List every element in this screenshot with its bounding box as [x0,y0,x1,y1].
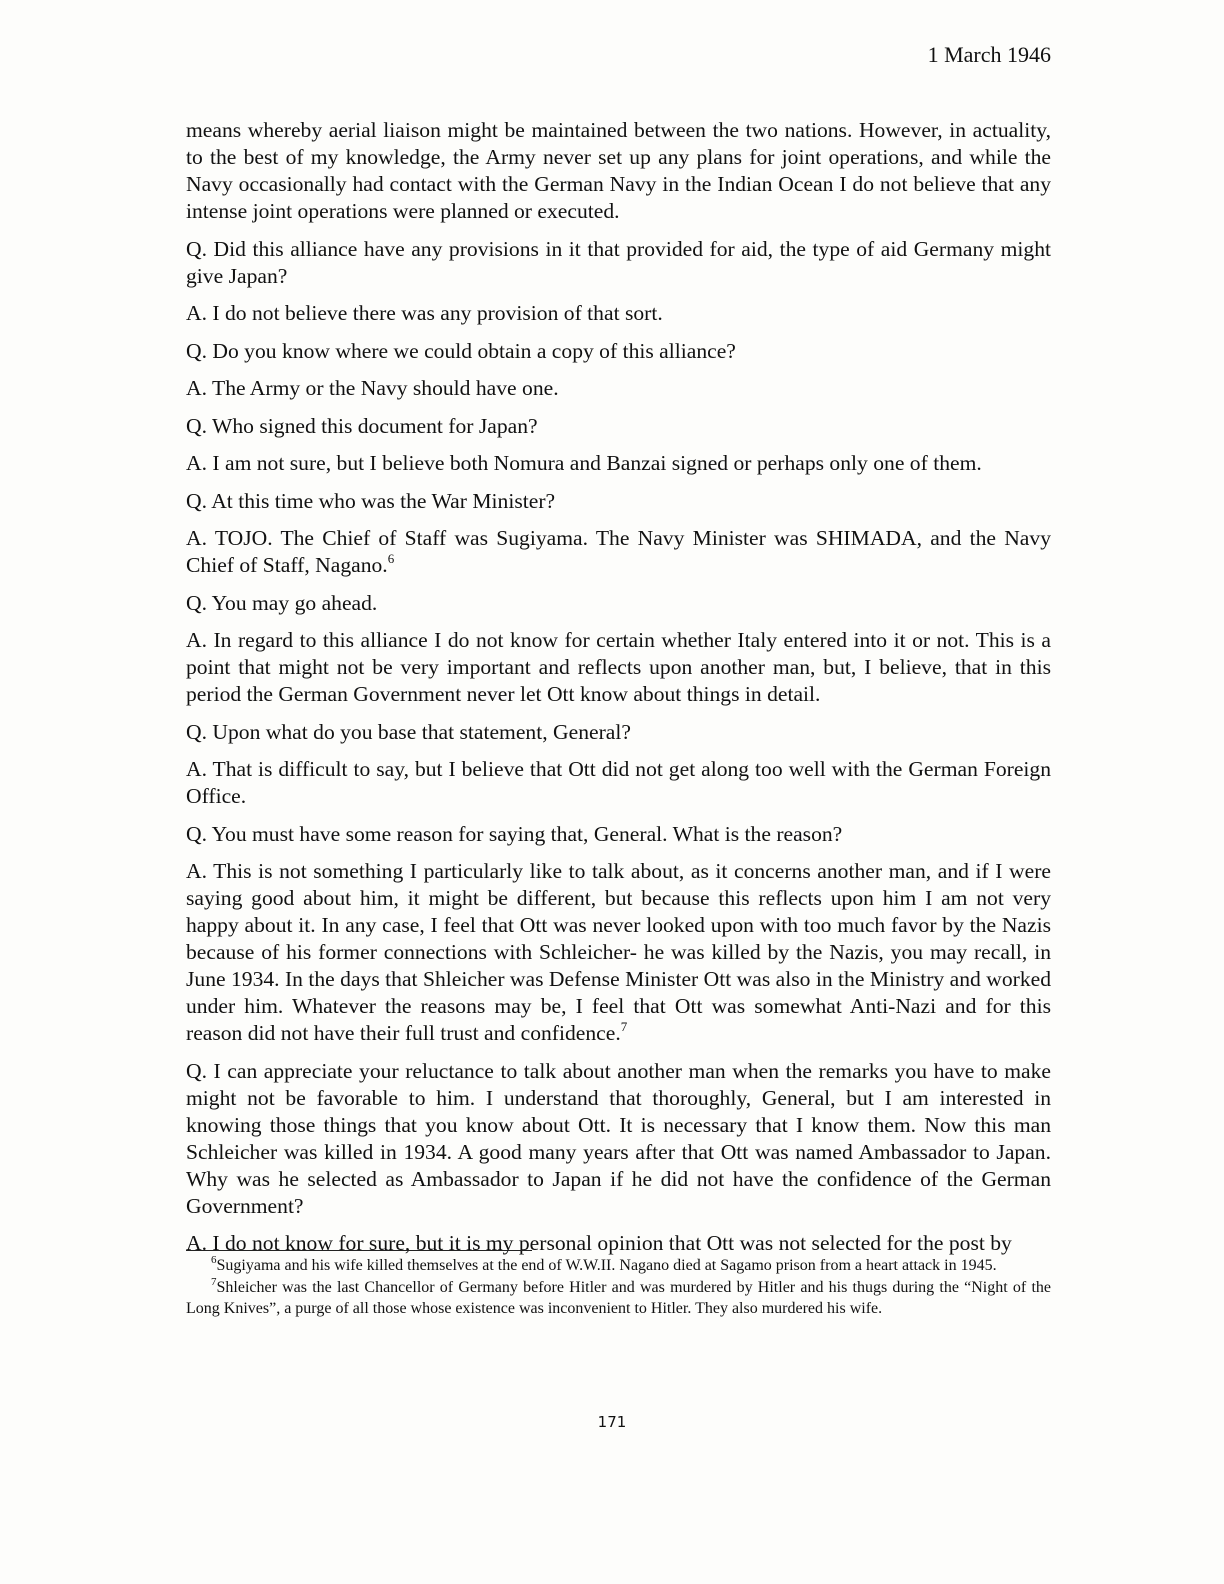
footnotes [186,1255,1051,1320]
answer-paragraph: A. In regard to this alliance I do not know for certain whether Italy entered into it or not. This is a point that might not be very important and reflects upon another man, but, I believe, that in this period the German Government never let Ott know about things in detail. [186,628,1051,706]
page-header-date: 1 March 1946 [927,42,1051,67]
question-paragraph: Q. You must have some reason for saying that, General. What is the reason? [186,821,843,846]
footnote-text: Sugiyama and his wife killed themselves at the end of W.W.II. Nagano died at Sagamo prison from a heart attack in 1945. [216,1257,997,1274]
paragraph: means whereby aerial liaison might be maintained between the two nations. However, in actuality, to the best of my knowledge, the Army never set up any plans for joint operations, and while the Navy occasionally had contact with the German Navy in the Indian Ocean I do not believe that any intense joint operations were planned or executed. [186,118,1051,223]
footnote-marker: 7 [211,1275,217,1288]
question-paragraph: Q. At this time who was the War Minister? [186,488,556,513]
footnote-7 [186,1277,1051,1320]
footnote-ref-7[interactable]: 7 [620,1019,628,1034]
interrogation-transcript [186,117,1051,1268]
paragraph-text: A. TOJO. The Chief of Staff was Sugiyama. The Navy Minister was SHIMADA, and the Navy Chief of Staff, Nagano. [186,526,1051,577]
answer-paragraph [186,525,1051,579]
question-paragraph: Q. You may go ahead. [186,590,378,615]
answer-paragraph: A. That is difficult to say, but I believe that Ott did not get along too well with the German Foreign Office. [186,757,1051,808]
footnote-marker: 6 [211,1254,217,1266]
question-paragraph: Q. Upon what do you base that statement, General? [186,719,631,744]
paragraph-text: A. This is not something I particularly like to talk about, as it concerns another man, and if I were saying good about him, it might be different, but because this reflects upon him I am not very happy about it. In any case, I feel that Ott was never looked upon with too much favor by the Nazis because of his former connections with Schleicher- he was killed by the Nazis, you may recall, in June 1934. In the days that Shleicher was Defense Minister Ott was also in the Ministry and worked under him. Whatever the reasons may be, I feel that Ott was somewhat Anti-Nazi and for this reason did not have their full trust and confidence. [186,859,1051,1045]
question-paragraph: Q. Do you know where we could obtain a copy of this alliance? [186,338,736,363]
question-paragraph: Q. Who signed this document for Japan? [186,413,538,438]
footnote-ref-6[interactable]: 6 [387,551,395,566]
page-number: 171 [597,1413,627,1431]
answer-paragraph [186,858,1051,1047]
answer-paragraph: A. I do not believe there was any provision of that sort. [186,301,663,325]
question-paragraph: Q. Did this alliance have any provisions in it that provided for aid, the type of aid Germany might give Japan? [186,236,1051,288]
footnote-divider [186,1250,532,1251]
answer-paragraph: A. I do not know for sure, but it is my personal opinion that Ott was not selected for the post by [186,1231,1012,1255]
answer-paragraph: A. I am not sure, but I believe both Nomura and Banzai signed or perhaps only one of them. [186,451,982,475]
footnote-6 [186,1255,1051,1277]
question-paragraph: Q. I can appreciate your reluctance to talk about another man when the remarks you have to make might not be favorable to him. I understand that thoroughly, General, but I am interested in knowing those things that you know about Ott. It is necessary that I know them. Now this man Schleicher was killed in 1934. A good many years after that Ott was named Ambassador to Japan. Why was he selected as Ambassador to Japan if he did not have the confidence of the German Government? [186,1058,1051,1218]
answer-paragraph: A. The Army or the Navy should have one. [186,376,559,400]
footnote-text: Shleicher was the last Chancellor of Germany before Hitler and was murdered by Hitler and his thugs during the “Night of the Long Knives”, a purge of all those whose existence was inconvenient to Hitler. They also murdered his wife. [186,1278,1051,1317]
